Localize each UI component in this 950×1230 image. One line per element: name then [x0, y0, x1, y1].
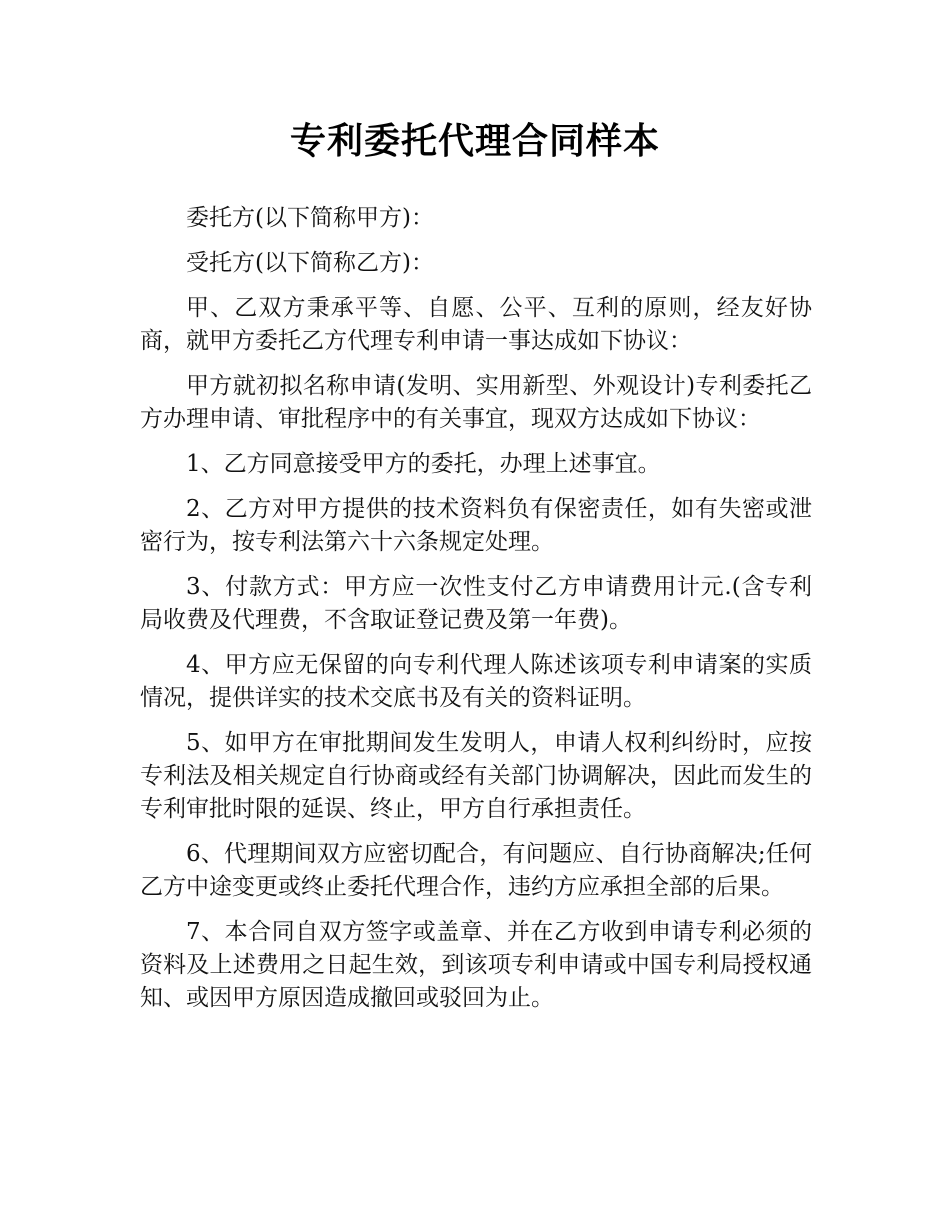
clause-2: 2、乙方对甲方提供的技术资料负有保密责任，如有失密或泄密行为，按专利法第六十六条规定处理。	[140, 496, 812, 555]
party-a-line: 委托方(以下简称甲方)：	[186, 205, 434, 231]
preamble-paragraph: 甲、乙双方秉承平等、自愿、公平、互利的原则，经友好协商，就甲方委托乙方代理专利申请一事达成如下协议：	[140, 295, 812, 354]
clause-1: 1、乙方同意接受甲方的委托，办理上述事宜。	[186, 451, 661, 477]
clause-6: 6、代理期间双方应密切配合，有问题应、自行协商解决;任何乙方中途变更或终止委托代理合作，违约方应承担全部的后果。	[140, 841, 812, 900]
party-b-line: 受托方(以下简称乙方)：	[186, 250, 434, 276]
document-body	[140, 202, 812, 1027]
clause-4: 4、甲方应无保留的向专利代理人陈述该项专利申请案的实质情况，提供详实的技术交底书及有关的资料证明。	[140, 652, 812, 711]
page-title: 专利委托代理合同样本	[289, 121, 660, 162]
clause-5: 5、如甲方在审批期间发生发明人，申请人权利纠纷时，应按专利法及相关规定自行协商或经有关部门协调解决，因此而发生的专利审批时限的延误、终止，甲方自行承担责任。	[140, 730, 812, 822]
clause-3: 3、付款方式：甲方应一次性支付乙方申请费用计元.(含专利局收费及代理费，不含取证登记费及第一年费)。	[140, 574, 812, 633]
intro-paragraph: 甲方就初拟名称申请(发明、实用新型、外观设计)专利委托乙方办理申请、审批程序中的有关事宜，现双方达成如下协议：	[140, 373, 812, 432]
clause-7: 7、本合同自双方签字或盖章、并在乙方收到申请专利必须的资料及上述费用之日起生效，到该项专利申请或中国专利局授权通知、或因甲方原因造成撤回或驳回为止。	[140, 919, 812, 1011]
